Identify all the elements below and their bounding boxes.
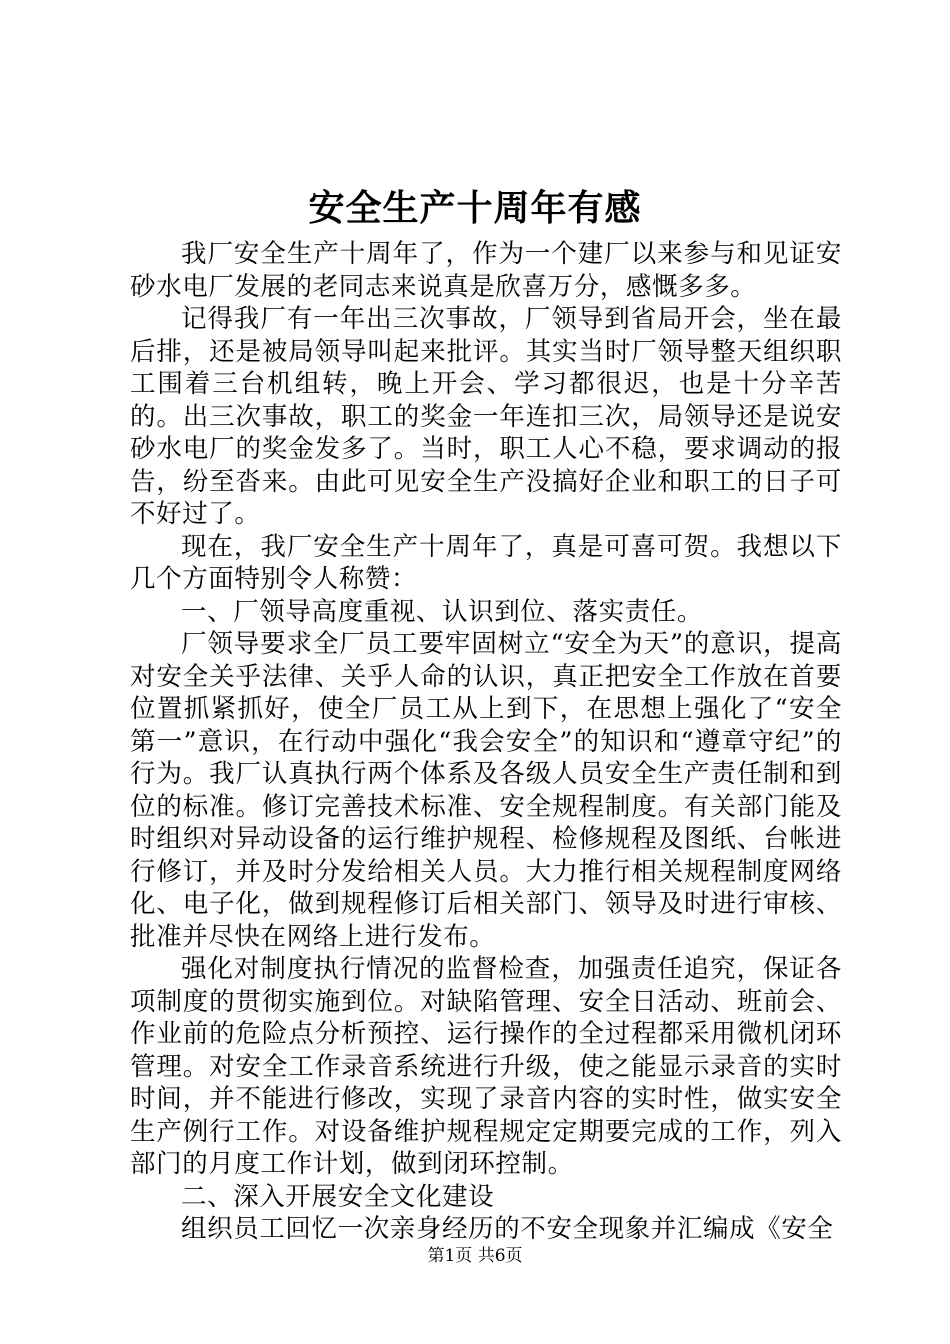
paragraph-past-accidents: 记得我厂有一年出三次事故，厂领导到省局开会，坐在最后排，还是被局领导叫起来批评。其实当时厂领导整天组织职工围着三台机组转，晚上开会、学习都很迟，也是十分辛苦的。出三次事故，职工的奖金一年连扣三次，局领导还是说安砂水电厂的奖金发多了。当时，职工人心不稳，要求调动的报告，纷至沓来。由此可见安全生产没搞好企业和职工的日子可不好过了。 [130,304,842,529]
paragraph-supervision: 强化对制度执行情况的监督检查，加强责任追究，保证各项制度的贯彻实施到位。对缺陷管理、安全日活动、班前会、作业前的危险点分析预控、运行操作的全过程都采用微机闭环管理。对安全工作录音系统进行升级，使之能显示录音的实时时间，并不能进行修改，实现了录音内容的实时性，做实安全生产例行工作。对设备维护规程规定定期要完成的工作，列入部门的月度工作计划，做到闭环控制。 [130,954,842,1179]
section-heading-1: 一、厂领导高度重视、认识到位、落实责任。 [181,596,704,627]
paragraph-present: 现在，我厂安全生产十周年了，真是可喜可贺。我想以下几个方面特别令人称赞： [130,531,842,594]
section-heading-2: 二、深入开展安全文化建设 [181,1181,495,1212]
paragraph-leadership: 厂领导要求全厂员工要牢固树立“安全为天”的意识，提高对安全关乎法律、关乎人命的认识，真正把安全工作放在首要位置抓紧抓好，使全厂员工从上到下，在思想上强化了“安全第一”意识，在行动中强化“我会安全”的知识和“遵章守纪”的行为。我厂认真执行两个体系及各级人员安全生产责任制和到位的标准。修订完善技术标准、安全规程制度。有关部门能及时组织对异动设备的运行维护规程、检修规程及图纸、台帐进行修订，并及时分发给相关人员。大力推行相关规程制度网络化、电子化，做到规程修订后相关部门、领导及时进行审核、批准并尽快在网络上进行发布。 [130,629,842,952]
document-title: 安全生产十周年有感 [308,187,642,229]
document-body [130,238,842,1246]
paragraph-safety-culture: 组织员工回忆一次亲身经历的不安全现象并汇编成《安全 [181,1214,834,1244]
page-footer: 第1页 共6页 [427,1246,523,1266]
paragraph-intro: 我厂安全生产十周年了，作为一个建厂以来参与和见证安砂水电厂发展的老同志来说真是欣喜万分，感慨多多。 [130,239,842,302]
